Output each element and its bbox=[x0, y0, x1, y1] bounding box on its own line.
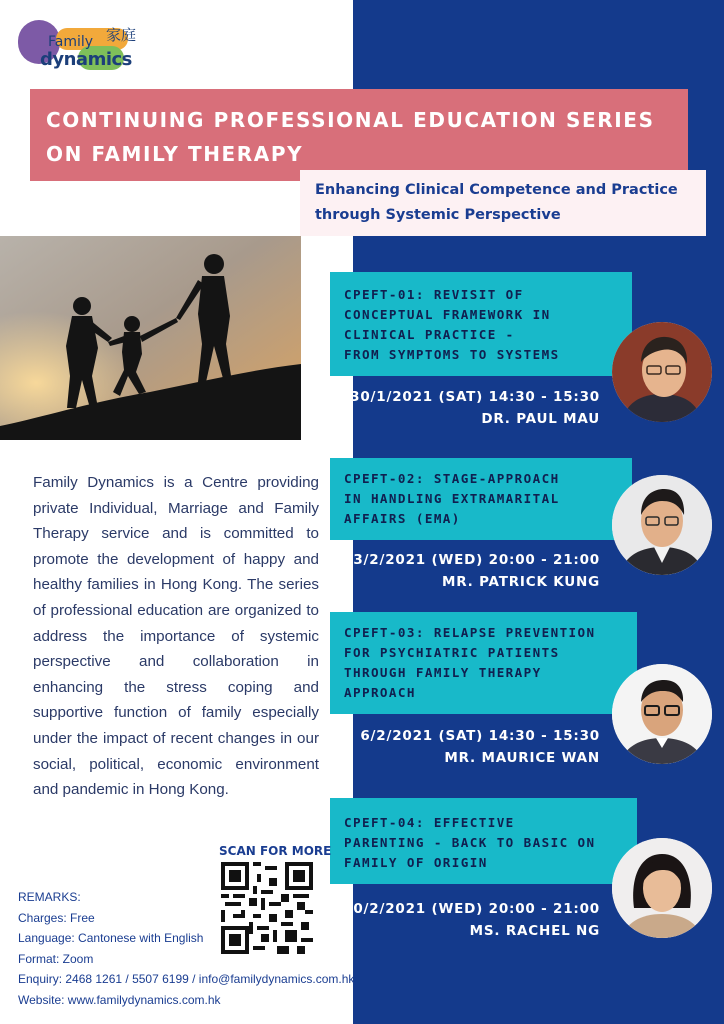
session-2-date: 3/2/2021 (WED) 20:00 - 21:00 bbox=[353, 552, 600, 568]
session-2-title-line-3: AFFAIRS (EMA) bbox=[344, 511, 461, 526]
session-1-title-line-2: CONCEPTUAL FRAMEWORK IN bbox=[344, 307, 551, 322]
remarks-section bbox=[18, 887, 354, 1010]
logo-cjk-text: 家庭 bbox=[106, 26, 137, 44]
scan-for-more-label: SCAN FOR MORE bbox=[219, 844, 332, 858]
remarks-heading: REMARKS: bbox=[18, 890, 81, 904]
session-4-date: 10/2/2021 (WED) 20:00 - 21:00 bbox=[343, 901, 600, 917]
logo-word-family: Family bbox=[48, 34, 94, 50]
family-dynamics-logo bbox=[18, 18, 158, 74]
session-1-title-line-3: CLINICAL PRACTICE - bbox=[344, 327, 515, 342]
session-4-title-line-2: PARENTING - BACK TO BASIC ON bbox=[344, 835, 596, 850]
series-subtitle-line-2: through Systemic Perspective bbox=[315, 207, 561, 223]
session-3-title-line-3: THROUGH FAMILY THERAPY bbox=[344, 665, 542, 680]
session-3-speaker: MR. MAURICE WAN bbox=[444, 750, 600, 766]
speaker-photo-paul-mau bbox=[612, 322, 712, 422]
remarks-enquiry[interactable]: Enquiry: 2468 1261 / 5507 6199 / info@familydynamics.com.hk bbox=[18, 972, 355, 986]
session-cpeft-01-box bbox=[330, 272, 632, 376]
session-2-title-line-1: CPEFT-02: STAGE-APPROACH bbox=[344, 471, 560, 486]
session-cpeft-02-box bbox=[330, 458, 632, 540]
session-4-title-line-3: FAMILY OF ORIGIN bbox=[344, 855, 488, 870]
speaker-photo-rachel-ng bbox=[612, 838, 712, 938]
remarks-charges: Charges: Free bbox=[18, 910, 95, 925]
series-title-banner bbox=[30, 89, 688, 181]
session-3-title-line-1: CPEFT-03: RELAPSE PREVENTION bbox=[344, 625, 596, 640]
remarks-language: Language: Cantonese with English bbox=[18, 931, 204, 945]
centre-description: Family Dynamics is a Centre providing private Individual, Marriage and Family Therapy service and is committed to promote the development of happy and healthy families in Hong Kong. The series of professional education are organized to address the importance of systemic perspective and collaboration in enhancing the stress coping and supportive function of family especially under the impact of recent changes in our social, political, economic environment and pandemic in Hong Kong. bbox=[33, 474, 319, 799]
remarks-website[interactable]: Website: www.familydynamics.com.hk bbox=[18, 992, 221, 1007]
series-subtitle-box bbox=[300, 170, 706, 236]
series-title-line-1: CONTINUING PROFESSIONAL EDUCATION SERIES bbox=[46, 108, 655, 132]
logo-word-dynamics: dynamics bbox=[40, 49, 132, 70]
session-cpeft-03-box bbox=[330, 612, 637, 714]
session-4-speaker: MS. RACHEL NG bbox=[469, 923, 600, 939]
session-cpeft-04-box bbox=[330, 798, 637, 884]
speaker-photo-maurice-wan bbox=[612, 664, 712, 764]
family-silhouette-photo bbox=[0, 236, 301, 440]
session-3-title-line-2: FOR PSYCHIATRIC PATIENTS bbox=[344, 645, 560, 660]
session-1-date: 30/1/2021 (SAT) 14:30 - 15:30 bbox=[350, 389, 600, 405]
session-1-title-line-1: CPEFT-01: REVISIT OF bbox=[344, 287, 524, 302]
session-2-title-line-2: IN HANDLING EXTRAMARITAL bbox=[344, 491, 560, 506]
speaker-photo-patrick-kung bbox=[612, 475, 712, 575]
series-title-line-2: ON FAMILY THERAPY bbox=[46, 142, 304, 166]
session-1-title-line-4: FROM SYMPTOMS TO SYSTEMS bbox=[344, 347, 560, 362]
session-4-title-line-1: CPEFT-04: EFFECTIVE bbox=[344, 815, 515, 830]
series-subtitle-line-1: Enhancing Clinical Competence and Practice bbox=[315, 182, 678, 198]
session-1-speaker: DR. PAUL MAU bbox=[481, 411, 600, 427]
remarks-format: Format: Zoom bbox=[18, 951, 94, 966]
session-3-date: 6/2/2021 (SAT) 14:30 - 15:30 bbox=[360, 728, 600, 744]
session-2-speaker: MR. PATRICK KUNG bbox=[441, 574, 600, 590]
session-3-title-line-4: APPROACH bbox=[344, 685, 416, 700]
